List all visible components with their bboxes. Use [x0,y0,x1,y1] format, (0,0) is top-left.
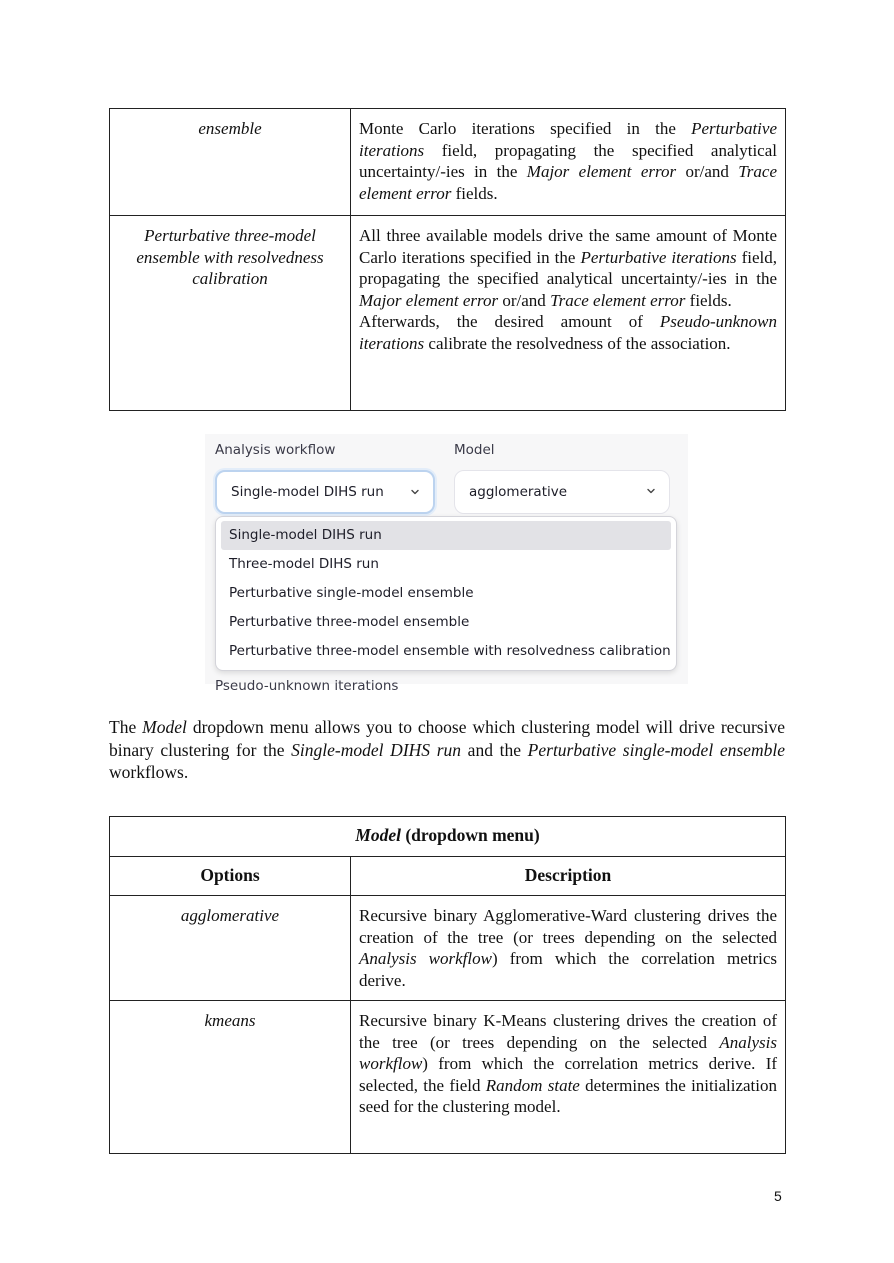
table-row [110,1001,786,1154]
italic-term: Major element error [359,290,499,310]
option-cell: Perturbative three-model ensemble with resolvedness calibration [110,216,351,411]
italic-term: Random state [485,1075,580,1095]
table-row [110,216,786,411]
model-select[interactable] [454,470,670,514]
model-dropdown-table [109,816,786,1154]
dropdown-option-perturbative-single-model-ensemble[interactable]: Perturbative single-model ensemble [229,585,474,601]
model-label: Model [454,442,495,458]
column-header-options: Options [110,856,351,896]
table-row [110,109,786,216]
table-row [110,896,786,1001]
italic-term: Pseudo-unknown iterations [359,312,777,353]
analysis-workflow-label: Analysis workflow [215,442,336,458]
model-description-paragraph: The Model dropdown menu allows you to choose which clustering model will drive recursive binary clustering for the Single-model DIHS run and the Perturbative single-model ensemble workflows. [109,717,785,782]
workflow-options-table-continued [109,108,786,411]
option-cell: kmeans [110,1001,351,1154]
model-value: agglomerative [469,484,568,500]
italic-term: Major element error [526,162,677,181]
dropdown-option-perturbative-three-model-ensemble[interactable]: Perturbative three-model ensemble [229,614,470,630]
page-number: 5 [774,1188,782,1204]
table-title-row [110,817,786,857]
chevron-down-icon [409,486,421,498]
dropdown-option-single-model-dihs-run[interactable]: Single-model DIHS run [221,521,671,550]
italic-term: Perturbative single-model ensemble [527,739,785,760]
italic-term: Analysis workflow [359,1032,778,1073]
italic-term: Single-model DIHS run [291,739,462,760]
italic-term: Model [142,717,187,737]
description-cell: Recursive binary K-Means clustering drives the creation of the tree (or trees depending on the selected Analysis workflow) from which the correlation metrics derive. If selected, the field Random state determines the initialization seed for the clustering model. [351,1001,786,1154]
chevron-down-icon [645,485,657,497]
italic-term: Trace element error [550,290,686,310]
table-header-row [110,856,786,896]
option-cell: ensemble [110,109,351,216]
analysis-workflow-dropdown-menu [215,516,677,671]
description-cell: All three available models drive the same amount of Monte Carlo iterations specified in the Perturbative iterations field, propagating the specified analytical uncertainty/-ies in the Major element error or/and Trace element error fields. Afterwards, the desired amount of Pseudo-unknown iterations calibrate the resolvedness of the association. [351,216,786,411]
description-cell: Monte Carlo iterations specified in the Perturbative iterations field, propagating the specified analytical uncertainty/-ies in the Major element error or/and Trace element error fields. [351,109,786,216]
italic-term: Analysis workflow [359,949,492,968]
table-title: Model (dropdown menu) [110,817,786,857]
italic-term: Perturbative iterations [580,247,737,267]
option-cell: agglomerative [110,896,351,1001]
description-cell: Recursive binary Agglomerative-Ward clustering drives the creation of the tree (or trees depending on the selected Analysis workflow) from which the correlation metrics derive. [351,896,786,1001]
analysis-workflow-select[interactable] [215,470,435,514]
column-header-description: Description [351,856,786,896]
pseudo-unknown-iterations-label: Pseudo-unknown iterations [215,678,399,694]
italic-term: Trace element error [359,162,777,203]
dropdown-option-three-model-dihs-run[interactable]: Three-model DIHS run [229,556,379,572]
analysis-workflow-screenshot [205,434,688,694]
italic-term: Perturbative iterations [359,119,777,160]
dropdown-option-perturbative-three-model-ensemble-calibration[interactable]: Perturbative three-model ensemble with resolvedness calibration [229,643,671,659]
analysis-workflow-value: Single-model DIHS run [231,484,384,500]
